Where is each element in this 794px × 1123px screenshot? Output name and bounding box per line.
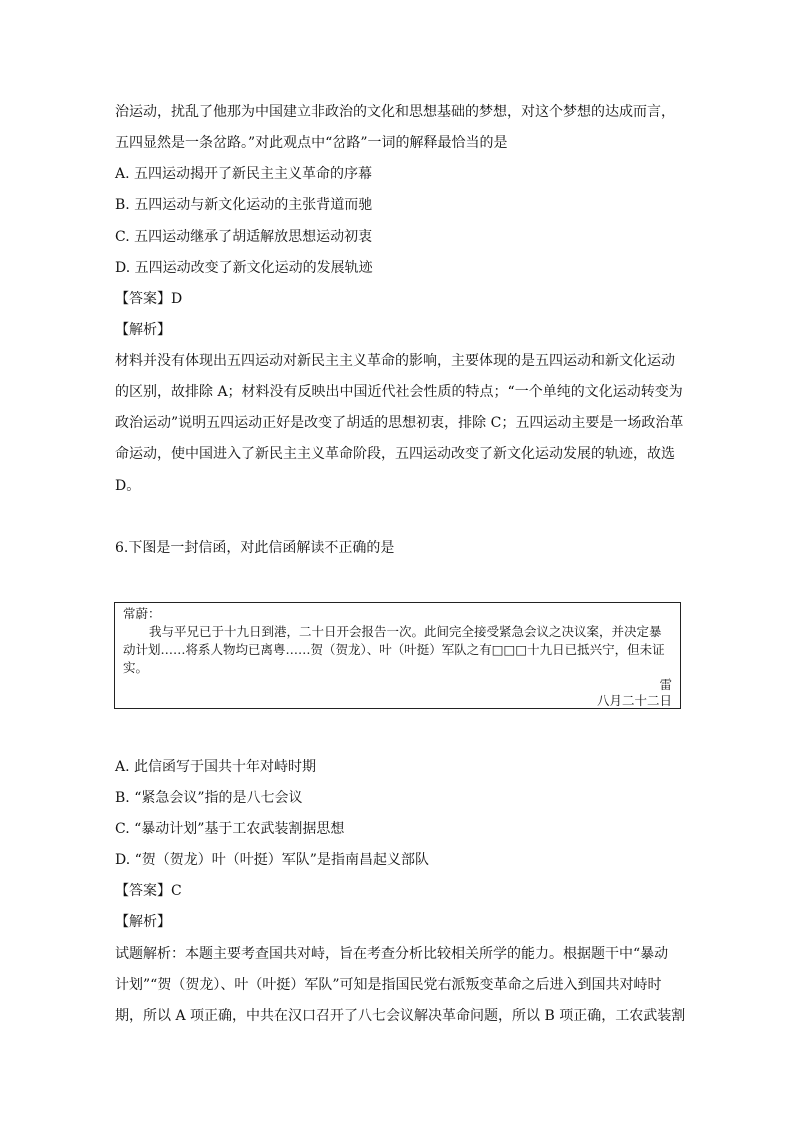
prev-answer: 【答案】D xyxy=(115,291,183,307)
prev-analysis-line-1: 材料并没有体现出五四运动对新民主主义革命的影响，主要体现的是五四运动和新文化运动 xyxy=(115,353,675,369)
letter-figure xyxy=(114,602,681,709)
prev-question-stem-line-2: 五四显然是一条岔路。”对此观点中“岔路”一词的解释最恰当的是 xyxy=(115,135,508,151)
prev-option-c: C. 五四运动继承了胡适解放思想运动初衷 xyxy=(115,229,373,245)
prev-analysis-line-3: 政治运动”说明五四运动正好是改变了胡适的思想初衷，排除 C；五四运动主要是一场政治革 xyxy=(115,415,684,431)
q6-analysis-line-2: 计划”“贺（贺龙）、叶（叶挺）军队”可知是指国民党右派叛变革命之后进入到国共对峙时 xyxy=(115,977,662,993)
prev-question-stem-line-1: 治运动，扰乱了他那为中国建立非政治的文化和思想基础的梦想，对这个梦想的达成而言， xyxy=(115,104,675,120)
q6-answer: 【答案】C xyxy=(115,883,182,899)
letter-date: 八月二十二日 xyxy=(596,693,672,708)
q6-option-b: B. “紧急会议”指的是八七会议 xyxy=(115,790,303,806)
q6-option-d: D. “贺（贺龙）叶（叶挺）军队”是指南昌起义部队 xyxy=(115,852,429,868)
prev-analysis-line-5: D。 xyxy=(115,478,141,494)
q6-analysis-line-1: 试题解析：本题主要考查国共对峙，旨在考查分析比较相关所学的能力。根据题干中“暴动 xyxy=(115,946,669,962)
q6-analysis-line-3: 期，所以 A 项正确，中共在汉口召开了八七会议解决革命问题，所以 B 项正确，工农武装割 xyxy=(115,1008,686,1024)
letter-signature: 雷 xyxy=(659,677,672,692)
prev-analysis-line-2: 的区别，故排除 A；材料没有反映出中国近代社会性质的特点；“一个单纯的文化运动转变为 xyxy=(115,384,683,400)
q6-analysis-title: 【解析】 xyxy=(115,914,171,930)
prev-option-b: B. 五四运动与新文化运动的主张背道而驰 xyxy=(115,197,373,213)
prev-option-a: A. 五四运动揭开了新民主主义革命的序幕 xyxy=(115,166,373,182)
q6-option-a: A. 此信函写于国共十年对峙时期 xyxy=(115,759,317,775)
q6-option-c: C. “暴动计划”基于工农武装割据思想 xyxy=(115,821,345,837)
letter-salutation: 常蔚： xyxy=(123,606,161,621)
prev-option-d: D. 五四运动改变了新文化运动的发展轨迹 xyxy=(115,260,373,276)
prev-analysis-title: 【解析】 xyxy=(115,322,171,338)
question6-stem: 6.下图是一封信函，对此信函解读不正确的是 xyxy=(115,540,395,556)
prev-analysis-line-4: 命运动，使中国进入了新民主主义革命阶段，五四运动改变了新文化运动发展的轨迹，故选 xyxy=(115,446,675,462)
letter-body: 我与平兄已于十九日到港，二十日开会报告一次。此间完全接受紧急会议之决议案，并决定暴动计划……将系人物均已离粤……贺（贺龙）、叶（叶挺）军队之有□□□十九日已抵兴宁，但未证实。 xyxy=(123,624,665,675)
